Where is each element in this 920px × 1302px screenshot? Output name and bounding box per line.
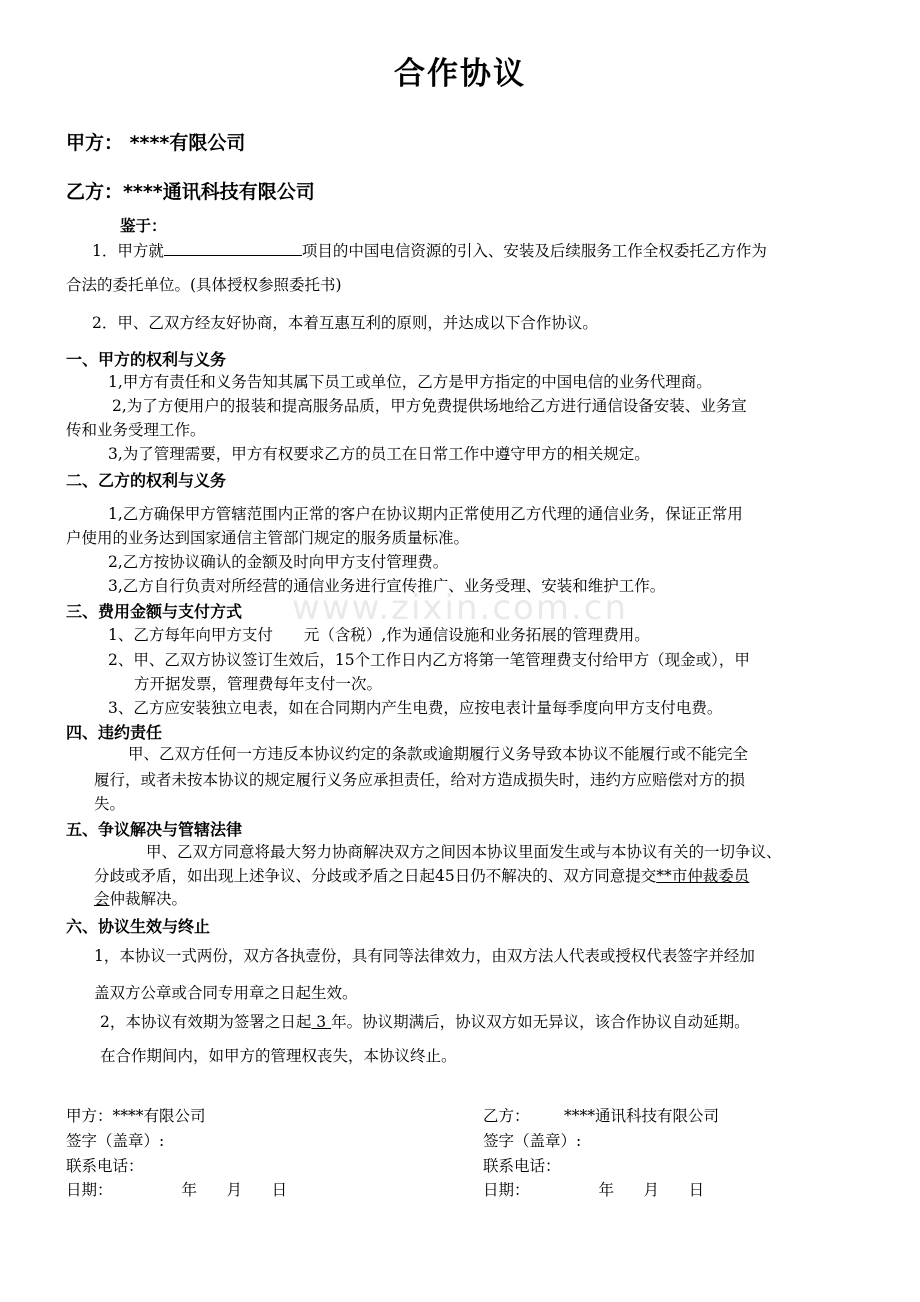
whereas-label: 鉴于： [120, 216, 167, 235]
section-6-item-2-prefix: 2，本协议有效期为签署之日起 [100, 1013, 312, 1031]
section-1-item-1: 1,甲方有责任和义务告知其属下员工或单位，乙方是甲方指定的中国电信的业务代理商。 [108, 373, 712, 391]
section-3-item-1: 1、乙方每年向甲方支付 元（含税）,作为通信设施和业务拓展的管理费用。 [108, 626, 650, 644]
section-6-item-1: 1，本协议一式两份，双方各执壹份，具有同等法律效力，由双方法人代表或授权代表签字并经加 [94, 947, 755, 965]
section-4-para-line2: 履行，或者未按本协议的规定履行义务应承担责任，给对方造成损失时，违约方应赔偿对方的损 [94, 771, 746, 789]
project-name-blank [164, 238, 302, 256]
section-2-item-2: 2,乙方按协议确认的金额及时向甲方支付管理费。 [108, 553, 449, 571]
section-1-item-3: 3,为了管理需要，甲方有权要求乙方的员工在日常工作中遵守甲方的相关规定。 [108, 445, 650, 463]
section-1-title: 一、甲方的权利与义务 [66, 350, 227, 369]
party-a-heading: 甲方： ****有限公司 [66, 132, 246, 154]
signature-party-b-phone: 联系电话： [483, 1157, 561, 1175]
intro-1-suffix: 项目的中国电信资源的引入、安装及后续服务工作全权委托乙方作为 [301, 242, 767, 260]
section-3-title: 三、费用金额与支付方式 [66, 602, 243, 621]
signature-party-b-date: 日期： 年 月 日 [483, 1181, 705, 1199]
section-5-line3-text: 仲裁解决。 [109, 890, 188, 908]
section-3-item-2-line2: 方开据发票，管理费每年支付一次。 [134, 675, 383, 693]
section-3-item-2: 2、甲、乙双方协议签订生效后，15个工作日内乙方将第一笔管理费支付给甲方（现金或），甲 [108, 651, 750, 669]
section-4-para-line1: 甲、乙双方任何一方违反本协议约定的条款或逾期履行义务导致本协议不能履行或不能完全 [128, 745, 749, 763]
watermark: www.zixin.com.cn [292, 588, 628, 628]
intro-1-prefix: 1．甲方就 [92, 242, 164, 260]
intro-clause-1 [92, 238, 767, 262]
signature-party-a-phone: 联系电话： [66, 1157, 144, 1175]
section-5-para-line3 [94, 888, 187, 910]
term-years-value: 3 [311, 1013, 332, 1031]
section-6-item-2-suffix: 年。协议期满后，协议双方如无异议，该合作协议自动延期。 [331, 1013, 750, 1031]
section-5-title: 五、争议解决与管辖法律 [66, 820, 243, 839]
section-2-title: 二、乙方的权利与义务 [66, 471, 227, 490]
section-6-item-2 [100, 1011, 750, 1033]
party-b-heading: 乙方：****通讯科技有限公司 [66, 181, 315, 203]
page-title: 合作协议 [394, 56, 526, 92]
section-4-title: 四、违约责任 [66, 723, 163, 742]
section-1-item-2-line2: 传和业务受理工作。 [66, 421, 206, 439]
section-3-item-3: 3、乙方应安装独立电表，如在合同期内产生电费，应按电表计量每季度向甲方支付电费。 [108, 699, 723, 717]
section-5-line2-text: 分歧或矛盾，如出现上述争议、分歧或矛盾之日起45日仍不解决的、双方同意提交 [94, 867, 657, 885]
section-6-item-1-line2: 盖双方公章或合同专用章之日起生效。 [94, 984, 358, 1002]
section-2-item-1: 1,乙方确保甲方管辖范围内正常的客户在协议期内正常使用乙方代理的通信业务，保证正常用 [108, 505, 743, 523]
section-6-item-3: 在合作期间内，如甲方的管理权丧失，本协议终止。 [100, 1047, 457, 1065]
section-6-title: 六、协议生效与终止 [66, 917, 211, 936]
intro-clause-1-line2: 合法的委托单位。(具体授权参照委托书) [66, 276, 342, 294]
signature-party-a-name: 甲方：****有限公司 [66, 1107, 206, 1125]
signature-party-b-sign: 签字（盖章）: [483, 1132, 582, 1150]
section-5-para-line1: 甲、乙双方同意将最大努力协商解决双方之间因本协议里面发生或与本协议有关的一切争议、 [146, 843, 782, 861]
signature-party-a-sign: 签字（盖章）: [66, 1132, 165, 1150]
section-2-item-1-line2: 户使用的业务达到国家通信主管部门规定的服务质量标准。 [66, 529, 470, 547]
section-5-para-line2 [94, 865, 749, 887]
section-1-item-2: 2,为了方便用户的报装和提高服务品质，甲方免费提供场地给乙方进行通信设备安装、业务宣 [112, 397, 747, 415]
arbitration-body-underlined: **市仲裁委员 [656, 867, 750, 885]
arbitration-body-underlined-end: 会 [94, 890, 110, 908]
signature-party-b-name: 乙方： ****通讯科技有限公司 [483, 1107, 719, 1125]
section-2-item-3: 3,乙方自行负责对所经营的通信业务进行宣传推广、业务受理、安装和维护工作。 [108, 577, 666, 595]
signature-party-a-date: 日期： 年 月 日 [66, 1181, 288, 1199]
section-4-para-line3: 失。 [94, 795, 126, 813]
intro-clause-2: 2．甲、乙双方经友好协商，本着互惠互利的原则，并达成以下合作协议。 [92, 314, 598, 332]
